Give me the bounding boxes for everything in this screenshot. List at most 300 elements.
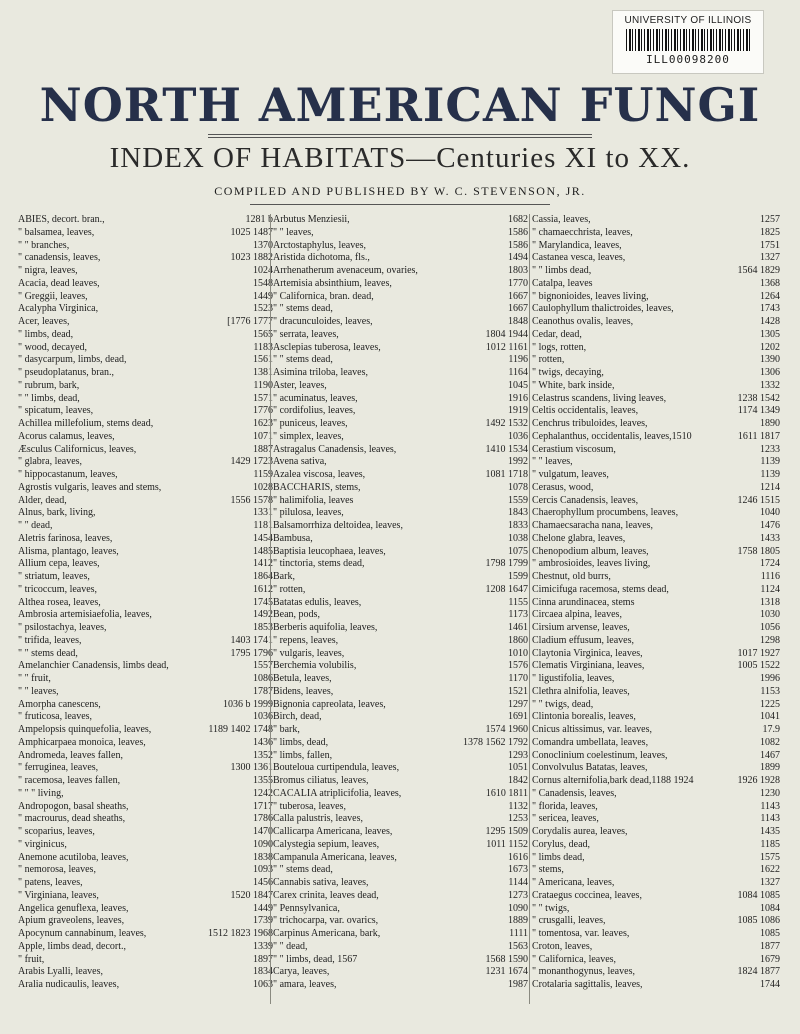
century-numbers: 1557 xyxy=(253,660,273,672)
index-entry xyxy=(18,941,273,954)
index-entry xyxy=(273,456,528,469)
barcode-icon xyxy=(626,29,750,51)
century-numbers: 1568 1590 xyxy=(485,953,528,965)
index-entry xyxy=(18,954,273,967)
century-numbers: 1787 xyxy=(253,685,273,697)
habitat-name: Ceanothus ovalis, leaves, xyxy=(532,316,634,327)
century-numbers: 1085 xyxy=(760,928,780,939)
habitat-name: Æsculus Californicus, leaves, xyxy=(18,443,137,455)
habitat-name: " florida, leaves, xyxy=(532,800,598,812)
habitat-name: " scoparius, leaves, xyxy=(18,826,95,837)
index-entry xyxy=(18,648,273,661)
century-numbers: 1202 xyxy=(760,341,780,353)
habitat-name: Cenchrus tribuloides, leaves, xyxy=(532,418,648,429)
index-entry xyxy=(18,584,273,597)
habitat-name: " " limbs, dead, 1567 xyxy=(273,953,358,965)
century-numbers: 1786 xyxy=(253,813,273,825)
habitat-name: " Greggii, leaves, xyxy=(18,290,88,302)
habitat-name: " Virginiana, leaves, xyxy=(18,889,99,901)
habitat-name: " vulgaris, leaves, xyxy=(273,647,345,659)
habitat-name: " trifida, leaves, xyxy=(18,634,82,646)
century-numbers: 1770 xyxy=(508,277,528,289)
habitat-name: " " fruit, xyxy=(18,673,51,684)
habitat-name: " limbs, fallen, xyxy=(273,749,333,761)
habitat-name: " sericea, leaves, xyxy=(532,813,599,825)
habitat-name: Cercis Canadensis, leaves, xyxy=(532,494,639,506)
century-numbers: 1225 xyxy=(760,698,780,710)
index-entry xyxy=(532,571,780,584)
index-entry xyxy=(532,469,780,482)
index-entry xyxy=(18,533,273,546)
habitat-name: " racemosa, leaves fallen, xyxy=(18,775,121,786)
century-numbers: 1623 xyxy=(253,418,273,429)
century-numbers: 1512 1823 1968 xyxy=(208,928,273,939)
century-numbers: 1028 xyxy=(253,481,273,493)
century-numbers: 1485 xyxy=(253,545,273,557)
habitat-name: " fruit, xyxy=(18,953,45,965)
index-column-1 xyxy=(18,214,273,992)
index-entry xyxy=(532,711,780,724)
index-entry xyxy=(18,979,273,992)
index-entry xyxy=(273,852,528,865)
century-numbers: 1078 xyxy=(508,481,528,493)
index-entry xyxy=(532,750,780,763)
century-numbers: 1017 1927 xyxy=(737,647,780,659)
habitat-name: Andropogon, basal sheaths, xyxy=(18,800,129,812)
century-numbers: 1842 xyxy=(508,775,528,786)
index-entry xyxy=(273,864,528,877)
index-entry xyxy=(18,546,273,559)
page-subtitle: INDEX OF HABITATS—Centuries XI to XX. xyxy=(109,142,691,174)
habitat-name: " " leaves, xyxy=(532,456,573,468)
century-numbers: 1825 xyxy=(760,226,780,238)
habitat-name: " ambrosioides, leaves living, xyxy=(532,558,651,570)
century-numbers: 1833 xyxy=(508,520,528,531)
index-entry xyxy=(273,558,528,571)
century-numbers: 1622 xyxy=(760,864,780,876)
index-entry xyxy=(273,609,528,622)
index-entry xyxy=(273,737,528,750)
century-numbers: 1318 xyxy=(760,596,780,608)
index-entry xyxy=(532,699,780,712)
index-entry xyxy=(532,597,780,610)
century-numbers: 1803 xyxy=(508,265,528,276)
index-entry xyxy=(273,520,528,533)
century-numbers: 1173 xyxy=(508,609,528,621)
century-numbers: 1306 xyxy=(760,367,780,378)
index-entry xyxy=(532,252,780,265)
century-numbers: 1926 1928 xyxy=(737,775,780,786)
index-entry xyxy=(273,469,528,482)
century-numbers: 1011 1152 xyxy=(486,838,528,850)
habitat-name: " pilulosa, leaves, xyxy=(273,507,344,519)
habitat-name: CACALIA atriplicifolia, leaves, xyxy=(273,787,402,799)
habitat-name: " " " living, xyxy=(18,787,64,799)
century-numbers: 1233 xyxy=(760,443,780,455)
century-numbers: 1571 xyxy=(253,392,273,404)
habitat-name: Althea rosea, leaves, xyxy=(18,596,101,608)
index-entry xyxy=(18,571,273,584)
century-numbers: 1467 xyxy=(760,749,780,761)
century-numbers: 1492 xyxy=(253,609,273,621)
index-entry xyxy=(532,660,780,673)
index-entry xyxy=(18,329,273,342)
habitat-name: " macrourus, dead sheaths, xyxy=(18,813,126,825)
stamp-university: UNIVERSITY OF ILLINOIS xyxy=(624,15,752,26)
century-numbers: 1036 b 1999 xyxy=(223,698,273,710)
habitat-name: " cordifolius, leaves, xyxy=(273,405,356,417)
century-numbers: 1056 xyxy=(760,622,780,633)
index-entry xyxy=(532,444,780,457)
habitat-name: " psilostachya, leaves, xyxy=(18,622,107,633)
index-entry xyxy=(273,635,528,648)
habitat-name: Arabis Lyalli, leaves, xyxy=(18,966,103,978)
century-numbers: 1045 xyxy=(508,379,528,391)
century-numbers: 1461 xyxy=(508,622,528,633)
index-entry xyxy=(18,316,273,329)
index-entry xyxy=(18,686,273,699)
index-entry xyxy=(273,890,528,903)
index-entry xyxy=(18,380,273,393)
index-entry xyxy=(532,762,780,775)
habitat-name: Bean, pods, xyxy=(273,609,320,621)
habitat-name: " " stems dead, xyxy=(273,864,333,876)
index-entry xyxy=(532,941,780,954)
habitat-name: " rotten, xyxy=(273,583,306,595)
index-entry xyxy=(273,622,528,635)
index-entry xyxy=(273,699,528,712)
century-numbers: 1082 xyxy=(760,736,780,748)
index-entry xyxy=(532,291,780,304)
century-numbers: 1667 xyxy=(508,290,528,302)
index-entry xyxy=(18,354,273,367)
page-title: NORTH AMERICAN FUNGI xyxy=(39,78,761,132)
habitat-name: Croton, leaves, xyxy=(532,940,593,952)
habitat-name: " logs, rotten, xyxy=(532,341,587,353)
index-entry xyxy=(532,852,780,865)
index-entry xyxy=(273,915,528,928)
habitat-name: " " leaves, xyxy=(18,685,59,697)
century-numbers: 1565 xyxy=(253,328,273,340)
habitat-name: " stems, xyxy=(532,864,564,876)
habitat-name: " Canadensis, leaves, xyxy=(532,787,617,799)
habitat-name: Cephalanthus, occidentalis, leaves,1510 xyxy=(532,430,692,442)
index-entry xyxy=(18,750,273,763)
century-numbers: 1164 xyxy=(508,367,528,378)
century-numbers: 1300 1361 xyxy=(230,762,273,774)
century-numbers: 1030 xyxy=(760,609,780,621)
index-entry xyxy=(273,240,528,253)
habitat-name: Aralia nudicaulis, leaves, xyxy=(18,979,120,990)
habitat-name: Ampelopsis quinquefolia, leaves, xyxy=(18,724,152,735)
index-entry xyxy=(18,278,273,291)
index-entry xyxy=(532,278,780,291)
habitat-name: " ligustifolia, leaves, xyxy=(532,673,615,684)
century-numbers: 1071 xyxy=(253,430,273,442)
century-numbers: 1679 xyxy=(760,953,780,965)
index-entry xyxy=(532,890,780,903)
century-numbers: 1996 xyxy=(760,673,780,684)
century-numbers: 1843 xyxy=(508,507,528,519)
habitat-name: Betula, leaves, xyxy=(273,673,332,684)
index-entry xyxy=(532,839,780,852)
index-entry xyxy=(532,265,780,278)
habitat-name: " vulgatum, leaves, xyxy=(532,469,609,480)
index-entry xyxy=(18,507,273,520)
habitat-name: Bignonia capreolata, leaves, xyxy=(273,698,386,710)
habitat-name: Avena sativa, xyxy=(273,456,327,468)
habitat-name: Bambusa, xyxy=(273,532,313,544)
habitat-name: " " dead, xyxy=(273,940,308,952)
habitat-name: Clintonia borealis, leaves, xyxy=(532,711,636,723)
habitat-name: Arctostaphylus, leaves, xyxy=(273,239,367,251)
century-numbers: 1355 xyxy=(253,775,273,786)
habitat-name: Chaerophyllum procumbens, leaves, xyxy=(532,507,679,519)
century-numbers: 1919 xyxy=(508,405,528,417)
index-entry xyxy=(273,775,528,788)
habitat-name: " " dead, xyxy=(18,520,53,531)
divider xyxy=(208,137,592,138)
century-numbers: 1174 1349 xyxy=(737,405,780,417)
century-numbers: 1183 xyxy=(253,341,273,353)
century-numbers: 1667 xyxy=(508,303,528,315)
habitat-name: Celtis occidentalis, leaves, xyxy=(532,405,639,417)
index-entry xyxy=(18,291,273,304)
habitat-name: Bromus ciliatus, leaves, xyxy=(273,775,369,786)
index-entry xyxy=(273,673,528,686)
century-numbers: 1214 xyxy=(760,481,780,493)
habitat-name: Calystegia sepium, leaves, xyxy=(273,838,380,850)
habitat-name: Carex crinita, leaves dead, xyxy=(273,889,379,901)
habitat-name: " limbs dead, xyxy=(532,851,585,863)
habitat-name: Corydalis aurea, leaves, xyxy=(532,826,628,837)
index-entry xyxy=(273,660,528,673)
index-entry xyxy=(18,852,273,865)
century-numbers: 1838 xyxy=(253,851,273,863)
century-numbers: 1470 xyxy=(253,826,273,837)
index-entry xyxy=(532,214,780,227)
century-numbers: 1682 xyxy=(508,214,528,225)
century-numbers: 1370 xyxy=(253,239,273,251)
century-numbers: 1523 xyxy=(253,303,273,315)
habitat-name: " dracunculoides, leaves, xyxy=(273,316,373,327)
century-numbers: 1012 1161 xyxy=(485,341,528,353)
habitat-name: Cornus alternifolia,bark dead,1188 1924 xyxy=(532,775,694,786)
century-numbers: 1190 xyxy=(253,379,273,391)
century-numbers: 1848 xyxy=(508,316,528,327)
habitat-name: " puniceus, leaves, xyxy=(273,418,348,429)
century-numbers: 1520 1847 xyxy=(230,889,273,901)
index-entry xyxy=(18,418,273,431)
habitat-name: " halimifolia, leaves xyxy=(273,494,354,506)
century-numbers: 1743 xyxy=(760,303,780,315)
index-entry xyxy=(532,405,780,418)
habitat-name: Arrhenatherum avenaceum, ovaries, xyxy=(273,265,418,276)
index-entry xyxy=(273,750,528,763)
index-entry xyxy=(18,724,273,737)
century-numbers: 1521 xyxy=(508,685,528,697)
habitat-name: Ambrosia artemisiaefolia, leaves, xyxy=(18,609,152,621)
habitat-name: Chelone glabra, leaves, xyxy=(532,532,626,544)
century-numbers: 1564 1829 xyxy=(737,265,780,276)
index-entry xyxy=(18,762,273,775)
index-entry xyxy=(532,648,780,661)
century-numbers: 1433 xyxy=(760,532,780,544)
index-entry xyxy=(18,227,273,240)
index-entry xyxy=(18,801,273,814)
century-numbers: 1586 xyxy=(508,226,528,238)
index-entry xyxy=(273,813,528,826)
index-entry xyxy=(532,724,780,737)
habitat-name: Balsamorrhiza deltoidea, leaves, xyxy=(273,520,403,531)
century-numbers: 1561 xyxy=(253,354,273,366)
stamp-code: ILL00098200 xyxy=(646,53,730,66)
index-entry xyxy=(273,380,528,393)
habitat-name: Baptisia leucophaea, leaves, xyxy=(273,545,386,557)
index-entry xyxy=(273,954,528,967)
habitat-name: " tinctoria, stems dead, xyxy=(273,558,365,570)
habitat-name: " nemorosa, leaves, xyxy=(18,864,96,876)
habitat-name: Chestnut, old burrs, xyxy=(532,571,611,582)
library-stamp xyxy=(612,10,764,74)
century-numbers: 1410 1534 xyxy=(485,443,528,455)
index-entry xyxy=(18,788,273,801)
habitat-name: Cnicus altissimus, var. leaves, xyxy=(532,724,652,735)
habitat-name: Apocynum cannabinum, leaves, xyxy=(18,928,147,939)
habitat-name: Carpinus Americana, bark, xyxy=(273,928,381,939)
habitat-name: Clematis Virginiana, leaves, xyxy=(532,660,645,672)
index-entry xyxy=(18,839,273,852)
century-numbers: 1853 xyxy=(253,622,273,633)
century-numbers: 1084 1085 xyxy=(737,889,780,901)
index-entry xyxy=(532,813,780,826)
index-entry xyxy=(18,813,273,826)
century-numbers: 1673 xyxy=(508,864,528,876)
century-numbers: 1429 1723 xyxy=(230,456,273,468)
habitat-name: " glabra, leaves, xyxy=(18,456,83,468)
index-entry xyxy=(273,367,528,380)
habitat-name: Corylus, dead, xyxy=(532,838,591,850)
index-entry xyxy=(273,711,528,724)
index-entry xyxy=(532,864,780,877)
index-entry xyxy=(18,699,273,712)
index-entry xyxy=(532,622,780,635)
century-numbers: 1238 1542 xyxy=(737,392,780,404)
century-numbers: 1159 xyxy=(253,469,273,480)
century-numbers: 1378 1562 1792 xyxy=(463,736,528,748)
index-entry xyxy=(532,584,780,597)
habitat-name: Chenopodium album, leaves, xyxy=(532,545,649,557)
index-entry xyxy=(532,635,780,648)
century-numbers: 1449 xyxy=(253,290,273,302)
index-entry xyxy=(532,316,780,329)
index-column-3 xyxy=(532,214,780,992)
habitat-name: BACCHARIS, stems, xyxy=(273,481,361,493)
habitat-name: " tuberosa, leaves, xyxy=(273,800,346,812)
century-numbers: 1456 xyxy=(253,877,273,888)
century-numbers: 1897 xyxy=(253,953,273,965)
index-entry xyxy=(18,456,273,469)
index-entry xyxy=(532,342,780,355)
index-entry xyxy=(273,316,528,329)
index-entry xyxy=(273,533,528,546)
century-numbers: 1023 1882 xyxy=(230,252,273,264)
index-entry xyxy=(532,915,780,928)
century-numbers: 1090 xyxy=(253,838,273,850)
century-numbers: 1381 xyxy=(253,367,273,378)
habitat-name: Alnus, bark, living, xyxy=(18,507,96,519)
index-entry xyxy=(18,405,273,418)
habitat-name: Comandra umbellata, leaves, xyxy=(532,736,649,748)
habitat-name: " canadensis, leaves, xyxy=(18,252,101,264)
index-entry xyxy=(18,903,273,916)
century-numbers: 1085 1086 xyxy=(737,915,780,927)
index-entry xyxy=(532,609,780,622)
index-entry xyxy=(532,329,780,342)
century-numbers: 1331 xyxy=(253,507,273,519)
habitat-name: " striatum, leaves, xyxy=(18,571,90,582)
index-entry xyxy=(532,673,780,686)
century-numbers: 1436 xyxy=(253,736,273,748)
index-entry xyxy=(532,801,780,814)
habitat-name: " tricoccum, leaves, xyxy=(18,583,98,595)
index-entry xyxy=(18,826,273,839)
index-entry xyxy=(18,240,273,253)
habitat-name: Callicarpa Americana, leaves, xyxy=(273,826,393,837)
century-numbers: 1610 1811 xyxy=(485,787,528,799)
habitat-name: Achillea millefolium, stems dead, xyxy=(18,418,154,429)
century-numbers: 1476 xyxy=(760,520,780,531)
habitat-name: " wood, decayed, xyxy=(18,341,88,353)
habitat-name: Chamaecsaracha nana, leaves, xyxy=(532,520,654,531)
century-numbers: 1189 1402 1748 xyxy=(208,724,273,735)
index-entry xyxy=(273,877,528,890)
index-entry xyxy=(273,762,528,775)
century-numbers: 1612 xyxy=(253,583,273,595)
century-numbers: 1795 1796 xyxy=(230,647,273,659)
century-numbers: 1036 xyxy=(253,711,273,723)
century-numbers: 1185 xyxy=(760,838,780,850)
habitat-name: " serrata, leaves, xyxy=(273,328,339,340)
habitat-name: " spicatum, leaves, xyxy=(18,405,94,417)
index-entry xyxy=(18,482,273,495)
index-entry xyxy=(532,240,780,253)
century-numbers: 1170 xyxy=(508,673,528,684)
habitat-name: " patens, leaves, xyxy=(18,877,83,888)
index-entry xyxy=(273,227,528,240)
century-numbers: 1327 xyxy=(760,877,780,888)
index-entry xyxy=(273,966,528,979)
habitat-name: Arbutus Menziesii, xyxy=(273,214,350,225)
century-numbers: 1143 xyxy=(760,800,780,812)
habitat-name: Amorpha canescens, xyxy=(18,698,101,710)
habitat-name: Asclepias tuberosa, leaves, xyxy=(273,341,381,353)
index-entry xyxy=(532,354,780,367)
century-numbers: 1231 1674 xyxy=(485,966,528,978)
habitat-name: " Californica, bran. dead, xyxy=(273,290,374,302)
index-entry xyxy=(18,673,273,686)
index-entry xyxy=(18,342,273,355)
century-numbers: 1063 xyxy=(253,979,273,990)
habitat-name: Cerasus, wood, xyxy=(532,481,594,493)
habitat-name: " twigs, decaying, xyxy=(532,367,604,378)
century-numbers: 1575 xyxy=(760,851,780,863)
index-entry xyxy=(532,495,780,508)
index-entry xyxy=(532,482,780,495)
index-entry xyxy=(532,826,780,839)
habitat-name: " amara, leaves, xyxy=(273,979,337,990)
century-numbers: 1576 xyxy=(508,660,528,672)
